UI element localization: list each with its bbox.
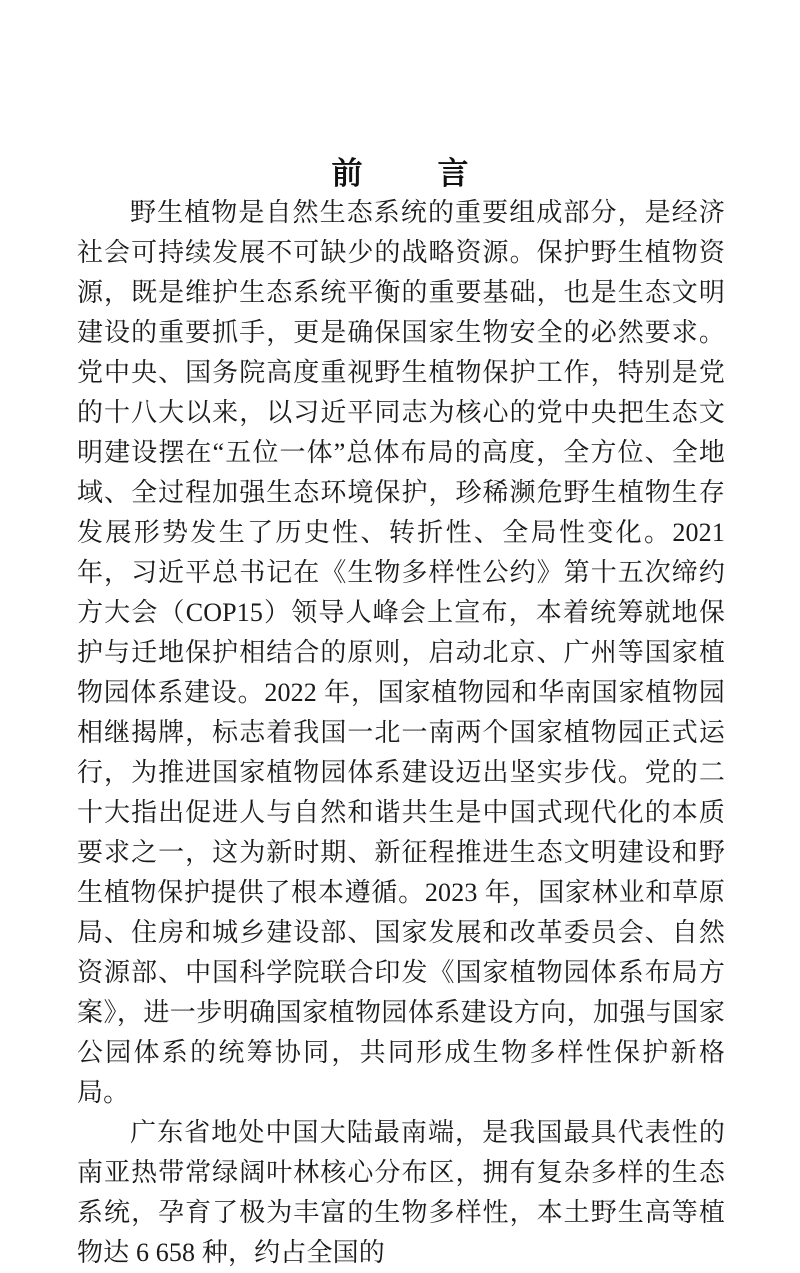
document-body (77, 193, 725, 1273)
paragraph-2: 广东省地处中国大陆最南端，是我国最具代表性的南亚热带常绿阔叶林核心分布区，拥有复杂多样的生态系统，孕育了极为丰富的生物多样性，本土野生高等植物达 6 658 种，约占全国的 (77, 1118, 725, 1267)
page-title: 前 言 (331, 155, 491, 192)
paragraph-1: 野生植物是自然生态系统的重要组成部分，是经济社会可持续发展不可缺少的战略资源。保护野生植物资源，既是维护生态系统平衡的重要基础，也是生态文明建设的重要抓手，更是确保国家生物安全的必然要求。党中央、国务院高度重视野生植物保护工作，特别是党的十八大以来，以习近平同志为核心的党中央把生态文明建设摆在“五位一体”总体布局的高度，全方位、全地域、全过程加强生态环境保护，珍稀濒危野生植物生存发展形势发生了历史性、转折性、全局性变化。2021 年，习近平总书记在《生物多样性公约》第十五次缔约方大会（COP15）领导人峰会上宣布，本着统筹就地保护与迁地保护相结合的原则，启动北京、广州等国家植物园体系建设。2022 年，国家植物园和华南国家植物园相继揭牌，标志着我国一北一南两个国家植物园正式运行，为推进国家植物园体系建设迈出坚实步伐。党的二十大指出促进人与自然和谐共生是中国式现代化的本质要求之一，这为新时期、新征程推进生态文明建设和野生植物保护提供了根本遵循。2023 年，国家林业和草原局、住房和城乡建设部、国家发展和改革委员会、自然资源部、中国科学院联合印发《国家植物园体系布局方案》，进一步明确国家植物园体系建设方向，加强与国家公园体系的统筹协同，共同形成生物多样性保护新格局。 (77, 198, 725, 1107)
